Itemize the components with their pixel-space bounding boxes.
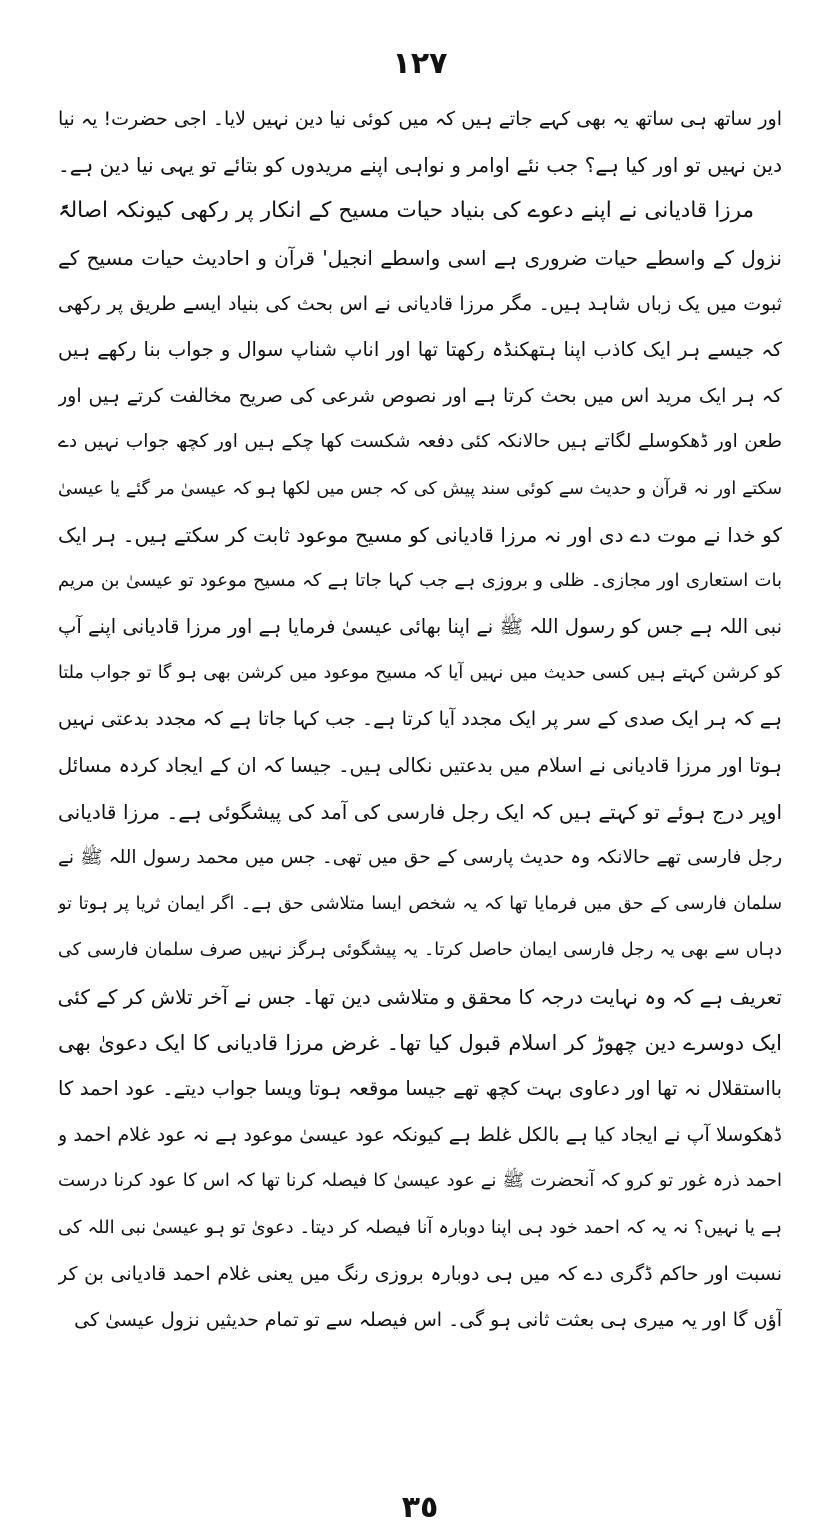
text-line: احمد ذرہ غور تو کرو کہ آنحضرت ﷺ نے عود عیسیٰ کا فیصلہ کرنا تھا کہ اس کا عود کرنا درست bbox=[58, 1170, 782, 1192]
text-line: اوپر درج ہوئے تو کہتے ہیں کہ ایک رجل فارسی کی آمد کی پیشگوئی ہے۔ مرزا قادیانی bbox=[58, 799, 782, 824]
text-line: کو خدا نے موت دے دی اور نہ مرزا قادیانی کو مسیح موعود ثابت کر سکتے ہیں۔ ہر ایک bbox=[58, 522, 782, 547]
text-line: دین نہیں تو اور کیا ہے؟ جب نئے اوامر و نواہی اپنے مریدوں کو بتائے تو یہی نیا دین ہے۔ bbox=[58, 153, 782, 178]
text-line: نسبت اور حاکم ڈگری دے کہ میں ہی دوبارہ بروزی رنگ میں یعنی غلام احمد قادیانی بن کر bbox=[58, 1262, 782, 1285]
body-text bbox=[58, 96, 782, 1343]
text-line: بات استعاری اور مجازی۔ ظلی و بروزی ہے جب کہا جاتا ہے کہ مسیح موعود تو عیسیٰ بن مریم bbox=[58, 569, 782, 591]
text-line: ایک دوسرے دین چھوڑ کر اسلام قبول کیا تھا۔ غرض مرزا قادیانی کا ایک دعویٰ بھی bbox=[58, 1030, 782, 1055]
text-line: آؤں گا اور یہ میری ہی بعثت ثانی ہو گی۔ اس فیصلہ سے تو تمام حدیثیں نزول عیسیٰ کی bbox=[74, 1308, 782, 1331]
text-line: تعریف ہے کہ وہ نہایت درجہ کا محقق و متلاشی دین تھا۔ جس نے آخر تلاش کر کے کئی bbox=[58, 984, 782, 1009]
text-line: دہاں سے بھی یہ رجل فارسی ایمان حاصل کرتا۔ یہ پیشگوئی ہرگز نہیں صرف سلمان فارسی کی bbox=[58, 940, 782, 961]
text-line: ثبوت میں یک زباں شاہد ہیں۔ مگر مرزا قادیانی نے اس بحث کی بنیاد ایسے طریق پر رکھی bbox=[58, 292, 782, 315]
text-line: نبی اللہ ہے جس کو رسول اللہ ﷺ نے اپنا بھائی عیسیٰ فرمایا ہے اور مرزا قادیانی اپنے آپ bbox=[58, 615, 782, 639]
text-line: کہ ہر ایک مرید اس میں بحث کرتا ہے اور نصوص شرعی کی صریح مخالفت کرتے ہیں اور bbox=[58, 385, 782, 408]
text-line: طعن اور ڈھکوسلے لگاتے ہیں حالانکہ کئی دفعہ شکست کھا چکے ہیں اور کچھ جواب نہیں دے bbox=[58, 431, 782, 453]
text-line: بااستقلال نہ تھا اور دعاوی بہت کچھ تھے جیسا موقعہ ہوتا ویسا جواب دیتے۔ عود احمد کا bbox=[58, 1076, 782, 1100]
text-line: ڈھکوسلا آپ نے ایجاد کیا ہے بالکل غلط ہے کیونکہ عود عیسیٰ موعود ہے نہ عود غلام احمد و bbox=[58, 1124, 782, 1147]
text-line: ہوتا اور مرزا قادیانی نے اسلام میں بدعتیں نکالی ہیں۔ جیسا کہ ان کے ایجاد کردہ مسائل bbox=[58, 753, 782, 777]
text-line: ہے یا نہیں؟ نہ یہ کہ احمد خود ہی اپنا دوبارہ آنا فیصلہ کر دیتا۔ دعویٰ تو ہو عیسیٰ نبی اللہ کی bbox=[58, 1216, 782, 1238]
page-number-bottom: ٣٥ bbox=[401, 1490, 439, 1525]
text-line: سکتے اور نہ قرآن و حدیث سے کوئی سند پیش کی کہ جس میں لکھا ہو کہ عیسیٰ مر گئے یا عیسیٰ bbox=[58, 478, 782, 499]
text-line: رجل فارسی تھے حالانکہ وہ حدیث پارسی کے حق میں تھی۔ جس میں محمد رسول اللہ ﷺ نے bbox=[58, 847, 782, 868]
text-line: اور ساتھ ہی ساتھ یہ بھی کہے جاتے ہیں کہ میں کوئی نیا دین نہیں لایا۔ اجی حضرت! یہ نیا bbox=[58, 108, 782, 130]
text-line: ہے کہ ہر ایک صدی کے سر پر ایک مجدد آیا کرتا ہے۔ جب کہا جاتا ہے کہ مجدد بدعتی نہیں bbox=[58, 708, 782, 731]
text-line: نزول کے واسطے حیات ضروری ہے اسی واسطے انجیل' قرآن و احادیث حیات مسیح کے bbox=[58, 245, 782, 270]
page-number-top: ١٢٧ bbox=[392, 46, 448, 81]
text-line: کو کرشن کہتے ہیں کسی حدیث میں نہیں آیا کہ مسیح موعود میں کرشن بھی ہو گا تو جواب ملتا bbox=[58, 663, 782, 684]
text-line: سلمان فارسی کے حق میں فرمایا تھا کہ یہ شخص ایسا متلاشی حق ہے۔ اگر ایمان ثریا پر ہوتا تو bbox=[58, 894, 782, 915]
text-line: کہ جیسے ہر ایک کاذب اپنا ہتھکنڈہ رکھتا تھا اور اناپ شناپ سوال و جواب بنا رکھے ہیں bbox=[58, 337, 782, 361]
text-line: مرزا قادیانی نے اپنے دعوے کی بنیاد حیات مسیح کے انکار پر رکھی کیونکہ اصالۃً bbox=[58, 198, 754, 224]
